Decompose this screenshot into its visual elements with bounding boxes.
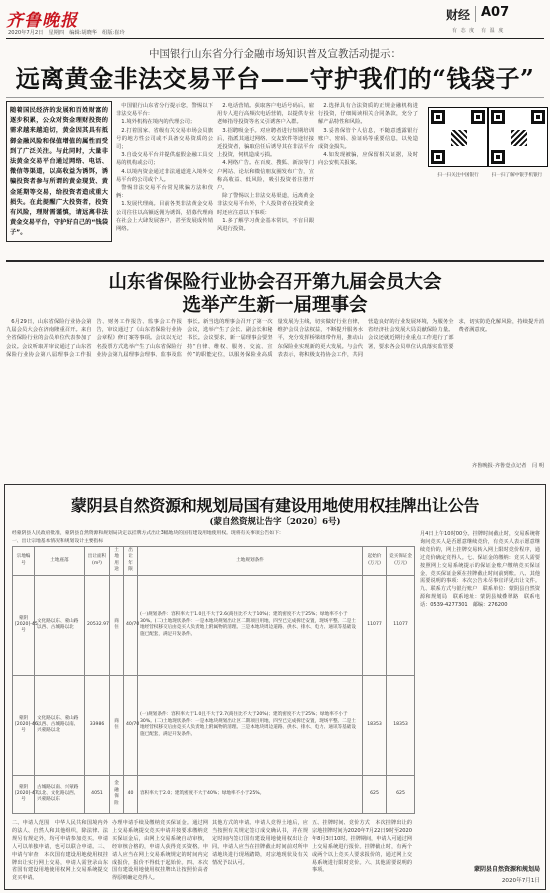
article1-col2 <box>217 102 314 255</box>
table-row <box>13 775 415 813</box>
paragraph: 警惕非法交易平台常见欺骗方法和伎俩： <box>116 185 213 200</box>
article1-kicker: 中国银行山东省分行金融市场知识普及宣教活动提示： <box>149 48 401 60</box>
table-cell: 18353 <box>363 675 387 775</box>
paragraph: 3.妥善保管个人信息，不随意透露银行账户、密码、验证码等重要信息，以免造成资金损失。 <box>318 127 418 151</box>
table-cell: (一)规划条件：容积率大于1.0且不大于2.6(商住比不大于10%)；建筑密度不大于25%；绿地率不小于30%。(二)土地现状条件：一是本地块规划出让区二期项目用地，四至已完成拆迁安置，现场平整。二是土地经营权移交后由竞买人负责地上附属物的清理。三是本地块周边道路、供水、排水、电力、通讯等基础设施已配套，满足开发条件。 <box>138 575 363 675</box>
table-row <box>13 575 415 675</box>
table-cell: 古城路以南、兴蒙路以北、文化路以西、兴蒙路以东 <box>35 775 85 813</box>
table-cell: 文化路以东、蒙山路以西、古城路以北 <box>35 575 85 675</box>
paragraph: 除了警惕以上非法交易渠道，远离黄金非法交易平台外，个人投资者在投资黄金时还应注意以下事项： <box>217 193 314 216</box>
qr-code-icon <box>428 107 488 167</box>
table-cell: 商住 <box>110 675 124 775</box>
article3-section1: 一、出让宗地基本情况和规划设计主要指标 <box>12 539 104 544</box>
table-cell: 蒙阴[2020]-45号 <box>13 575 35 675</box>
article1-col1 <box>116 102 213 255</box>
article1-rule <box>6 97 544 98</box>
article3-preamble: 经蒙阴县人民政府批准，蒙阴县自然资源和规划局决定以挂牌方式出让3幅地块的国有建设用地使用权。现将有关事项公告如下： <box>12 531 284 536</box>
land-table <box>12 546 415 814</box>
table-header: 出让年限 <box>124 547 138 576</box>
paragraph: 中国银行山东省分行提示您，警惕以下非法交易平台： <box>116 103 213 118</box>
paragraph: 1.多了解学习黄金基本常识，不盲目跟风进行投资。 <box>217 217 314 233</box>
notice-body-col1: 二、申请人范围 中华人民共和国境内外的法人、自然人和其他组织，除法律、法规另有规定外，均可申请参加竞买。申请人可以单独申请，也可以联合申请。三、申请与审查 本次国有建设用地使用权挂牌出让实行网上交易，申请人需登录山东省国有建设用地使用权网上交易系统提交竞买申请。 <box>12 820 108 882</box>
paragraph: 3.招聘吸金手。对应聘者进行短期培训后，指派其通过网络、交友软件等途径接近投资者，骗取信任后诱导其在非法平台上投资，伺机造成亏损。 <box>217 127 314 159</box>
table-cell: 容积率大于2.0；建筑密度不大于40%；绿地率不小于25%。 <box>138 775 363 813</box>
table-cell: 20532.97 <box>85 575 110 675</box>
notice-date: 2020年7月1日 <box>501 878 540 884</box>
table-cell: 11077 <box>387 575 415 675</box>
table-cell: 33986 <box>85 675 110 775</box>
article1-headline: 远离黄金非法交易平台——守护我们的“钱袋子” <box>15 64 535 93</box>
table-cell: 40 <box>124 775 138 813</box>
article2-body <box>6 318 544 460</box>
paragraph: 1.发展代理商。目前各类非法黄金交易公司往往以高额返佣为诱饵，招募代理商在社会上大肆发展客户，甚至发展成传销网络。 <box>116 201 213 233</box>
qr1-caption: 扫一扫关注中国银行 <box>437 173 479 178</box>
table-header: 土地座落 <box>35 547 85 576</box>
table-cell: 蒙阴[2020]-46号 <box>13 675 35 775</box>
header-rule <box>6 38 544 39</box>
masthead-logo: 齐鲁晚报 <box>6 11 78 31</box>
table-cell: 文化路以东、蒙山路以西、古城路以南、兴蒙路以北 <box>35 675 85 775</box>
page-section: 财经 <box>446 8 471 22</box>
table-header: 宗地编号 <box>13 547 35 576</box>
section-divider <box>475 6 476 22</box>
paragraph: 2.选择具有合法资质的正规金融机构进行投资，仔细阅读相关合同条款，充分了解产品特性和风险。 <box>318 103 418 126</box>
tagline: 有 态 度 有 温 度 <box>452 28 505 34</box>
paragraph: 4.以境内资金通过非法通道进入境外交易平台的公司或个人。 <box>116 168 213 183</box>
article1-intro: 随着国民经济的发展和百姓财富的逐步积累，公众对资金理财投资的需求越来越迫切，黄金因其具有抵御金融风险和保值增值的属性而受到了广泛关注。与此同时，大量非法黄金交易平台通过网络、电话、微信等渠道，以高收益为诱饵，诱骗投资者参与所谓的黄金现货、黄金延期等交易，给投资者造成重大损失。在此提醒广大投资者，投资有风险，理财需谨慎，请远离非法黄金交易平台，守护好自己的“钱袋子”。 <box>10 107 108 237</box>
table-header-row <box>13 547 415 576</box>
table-row <box>13 675 415 775</box>
article3-subtitle: (蒙自然资规让告字〔2020〕6号) <box>209 517 341 527</box>
paragraph: 4.网络广告。在百度、搜狐、新浪等门户网站、论坛和微信朋友圈发布广告，宣称高收益、低风险，吸引投资者注册开户。 <box>217 160 314 192</box>
table-cell: (一)规划条件：容积率大于1.0且不大于2.7(商住比不大于20%)；建筑密度不大于25%；绿地率不小于30%。(二)土地现状条件：一是本地块规划出让区二期项目用地，四至已完成拆迁安置，现场平整。二是土地经营权移交后由竞买人负责地上附属物的清理。三是本地块周边道路、供水、排水、电力、通讯等基础设施已配套，满足开发条件。 <box>138 675 363 775</box>
notice-right-column: 月4日上午10时00分。挂牌时间截止时，交易系统将询问竞买人是否愿意继续竞价，有竞买人表示愿意继续竞价的，网上挂牌交易转入网上限时竞价程序，通过竞价确定竞得人。七、保证金的缴纳：竞买人需要按照网上交易系统提示的保证金账户缴纳竞买保证金，竞买保证金须在挂牌截止时间前到账。八、其他需要说明的事项：本次公告未尽事宜详见出让文件。九、联系方式与银行账户 联系单位：蒙阴县自然资源和规划局 联系地址：蒙阴县城叠翠路 联系电话：0539-4277301 邮编：276200 <box>420 531 540 609</box>
table-header: 土地用途 <box>110 547 124 576</box>
table-cell: 625 <box>363 775 387 813</box>
table-header: 土地规划条件 <box>138 547 363 576</box>
table-cell: 4051 <box>85 775 110 813</box>
table-header: 起始价(万元) <box>363 547 387 576</box>
article2-byline: 齐鲁晚报·齐鲁壹点记者 闫 明 <box>471 463 544 469</box>
article1-col3 <box>318 102 418 255</box>
table-cell: 金融保险 <box>110 775 124 813</box>
article3-headline: 蒙阴县自然资源和规划局国有建设用地使用权挂牌出让公告 <box>70 496 480 515</box>
paragraph: 3.自设交易平台并提供虚假金融工具交易的机构或公司； <box>116 152 213 167</box>
paragraph: 2.电话营销。获取客户电话号码后，雇用专人进行高频次电话营销，以提供专业老师指导投资等名义引诱客户入群。 <box>217 103 314 126</box>
paragraph: 2.打着国家、省级有关交易市场会员旗号的地方性公司或不具备交易资质的公司； <box>116 127 213 151</box>
paragraph: 4.如发现被骗，应保留相关证据，及时向公安机关报案。 <box>318 152 418 167</box>
issue-line: 2020年7月2日 星期四 编辑:胡晓华 组版:崔玲 <box>8 30 125 36</box>
notice-signature: 蒙阴县自然资源和规划局 <box>473 866 540 873</box>
table-cell: 40/70 <box>124 675 138 775</box>
notice-body-col2: 办理申请手续及缴纳竞买保证金。通过网上交易系统提交竞买申请并按要求缴纳竞买保证金后，由网上交易系统自动审核，经审核合格的，申请人获得竞买资格。申请人应当在网上交易系统规定的时间内完成报价，报价不得低于起始价。四、本次国有建设用地使用权挂牌出让按照价高者得原则确定竞得人。 <box>112 820 208 882</box>
page-number: A07 <box>481 5 510 20</box>
article2-headline-line1: 山东省保险行业协会召开第九届会员大会 <box>108 272 442 293</box>
article2-headline-line2: 选举产生新一届理事会 <box>182 295 368 316</box>
qr-code-icon <box>488 107 548 167</box>
article1-intro-box <box>6 101 112 242</box>
table-cell: 商住 <box>110 575 124 675</box>
article-separator <box>6 260 544 262</box>
table-cell: 11077 <box>363 575 387 675</box>
table-cell: 625 <box>387 775 415 813</box>
notice-body-col4: 五、挂牌时间、竞价方式 本次挂牌出让的宗地挂牌时间为2020年7月22日9时至2020年8月3日10时。挂牌期间，申请人可通过网上交易系统进行报价。挂牌截止时，有两个或两个以上竞买人要求报价的，通过网上交易系统进行限时竞价。六、其他需要说明的事项。 <box>312 820 413 874</box>
table-header: 竞买保证金(万元) <box>387 547 415 576</box>
notice-body-col3: 其他方式的申请。申请人竞得土地后，应当按照有关规定签订成交确认书，并在规定时间内签订国有建设用地使用权出让合同。申请人应当在挂牌截止时间前对所申请地块进行现场踏勘，对宗地现状及有关情况予以认可。 <box>212 820 308 866</box>
paragraph: 1.境外机构在境内的代理公司； <box>121 119 196 126</box>
table-header: 出让面积(m²) <box>85 547 110 576</box>
paragraph: 6月29日，山东省保险行业协会第九届会员大会在济南隆重召开。来自全省保险行业的会员单位代表参加了会议。会议听取并审议通过了山东省保险行业协会第八届理事会工作报告、财务工作报告、监事会工作报告，审议通过了《山东省保险行业协会章程》修订案等事项。会议以无记名投票方式选举产生了山东省保险行业协会第九届理事会理事、监事及监事长。新当选的理事会召开了第一次会议，选举产生了会长、副会长和秘书长。会议要求，新一届理事会要坚持“自律、维权、服务、交流、宣传”的职能定位，以服务保险业高质量发展为主线，切实做好行业自律，维护会员合法权益，不断提升服务水平，充分发挥桥梁纽带作用，推动山东保险业实现新的更大发展。与会代表表示，将积极支持协会工作，共同营造良好的行业发展环境，为服务全省经济社会发展大局贡献保险力量。会议还就近期行业重点工作进行了部署，要求各会员单位认真落实监管要求，切实防范化解风险，持续提升消费者满意度。 <box>6 319 544 358</box>
qr2-caption: 扫一扫了解中银手机银行 <box>491 173 543 178</box>
table-cell: 40/70 <box>124 575 138 675</box>
table-cell: 18353 <box>387 675 415 775</box>
table-cell: 蒙阴[2020]-47号 <box>13 775 35 813</box>
